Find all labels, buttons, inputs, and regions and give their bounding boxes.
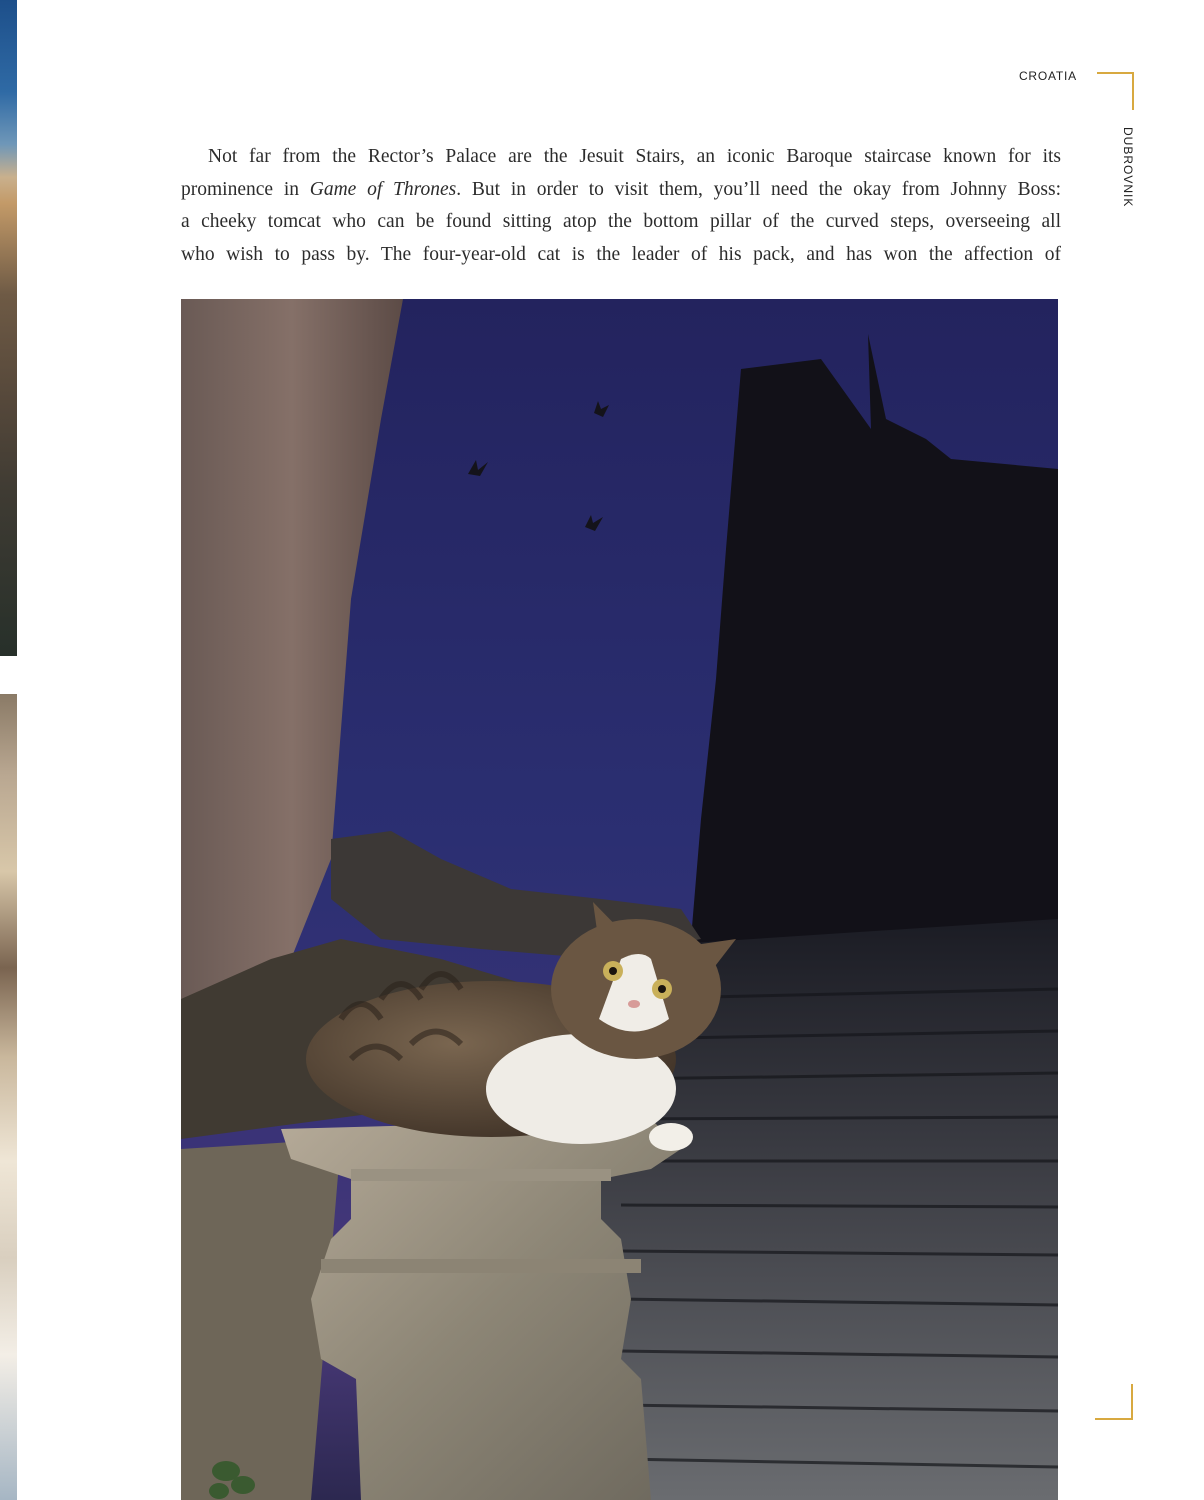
- article-line-2: [181, 174, 1061, 207]
- section-label: CROATIA: [1018, 69, 1077, 83]
- article-line-2-post: . But in order to visit them, you’ll need the okay from Johnny Boss:: [456, 178, 1061, 200]
- article-line-1: Not far from the Rector’s Palace are the Jesuit Stairs, an iconic Baroque staircase known for its: [208, 146, 1061, 167]
- article-line-4: who wish to pass by. The four-year-old cat is the leader of his pack, and has won the affection of: [181, 243, 1061, 265]
- corner-bracket-bottom: [1095, 1384, 1133, 1420]
- corner-bracket-top: [1097, 72, 1134, 110]
- cat-on-stairs-photo: [181, 299, 1058, 1500]
- article-line-2-pre: prominence in: [181, 178, 310, 200]
- article-body: [181, 141, 1061, 271]
- show-title: Game of Thrones: [309, 178, 457, 200]
- article-line-3: a cheeky tomcat who can be found sitting atop the bottom pillar of the curved steps, overseeing all: [181, 211, 1061, 232]
- chapter-label: DUBROVNIK: [1121, 127, 1135, 208]
- adjacent-page-photo-bottom: [0, 694, 17, 1500]
- adjacent-page-photo-top: [0, 0, 17, 656]
